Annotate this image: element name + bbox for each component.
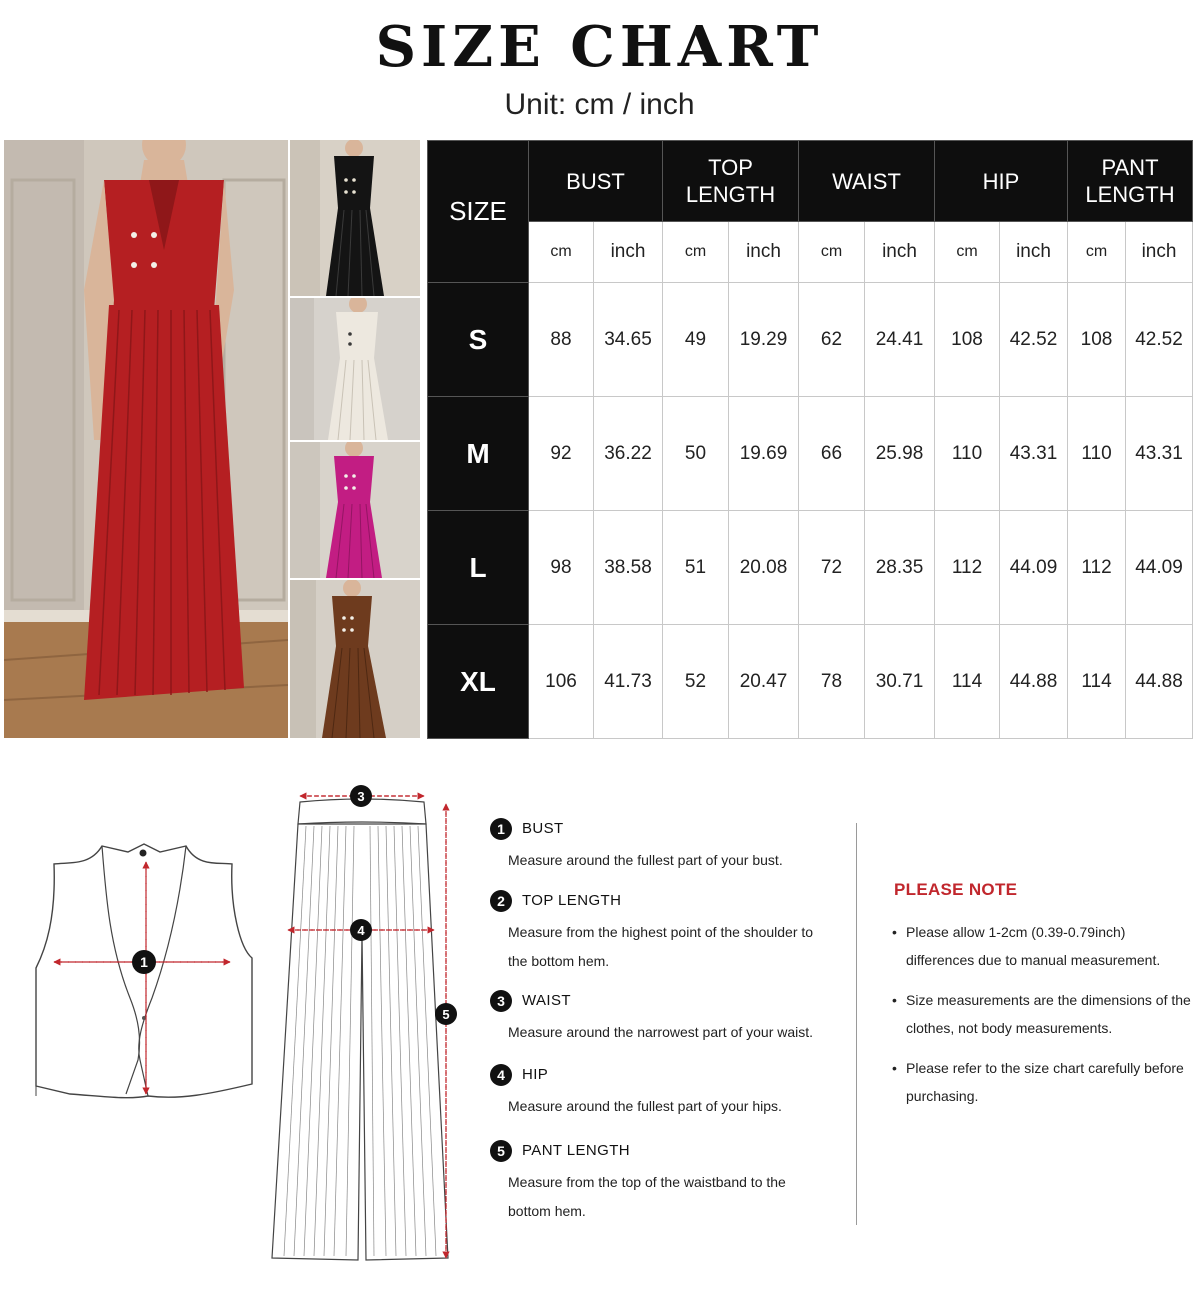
table-cell: 42.52 <box>1126 283 1193 397</box>
size-column-header: SIZE <box>428 141 529 283</box>
thumbnail-black[interactable] <box>290 140 420 296</box>
table-cell: 44.09 <box>1000 511 1068 625</box>
table-cell: 42.52 <box>1000 283 1068 397</box>
bullet: • <box>892 1060 897 1076</box>
number-badge: 1 <box>490 818 512 840</box>
unit-subtitle: Unit: cm / inch <box>504 88 695 121</box>
table-cell: 44.88 <box>1126 625 1193 739</box>
table-cell: 28.35 <box>865 511 935 625</box>
table-cell: 110 <box>1068 397 1126 511</box>
table-cell: 110 <box>935 397 1000 511</box>
table-row <box>428 511 1193 625</box>
note-item <box>892 918 1197 974</box>
unit-inch: inch <box>729 222 799 283</box>
thumbnail-brown[interactable] <box>290 580 420 738</box>
unit-cm: cm <box>529 222 594 283</box>
table-cell: 72 <box>799 511 865 625</box>
note-text: Please refer to the size chart carefully before purchasing. <box>906 1060 1184 1104</box>
note-text: Please allow 1-2cm (0.39-0.79inch) differences due to manual measurement. <box>906 924 1161 968</box>
number-badge: 5 <box>490 1140 512 1162</box>
top-length-header: TOP LENGTH <box>663 141 799 222</box>
section-divider <box>856 823 857 1225</box>
unit-inch: inch <box>865 222 935 283</box>
note-item <box>892 1054 1197 1110</box>
please-note-title: PLEASE NOTE <box>894 880 1018 899</box>
legend-name: HIP <box>522 1066 549 1083</box>
note-item <box>892 986 1197 1042</box>
unit-inch: inch <box>1126 222 1193 283</box>
marker-4: 4 <box>357 923 365 938</box>
size-label: XL <box>428 625 529 739</box>
table-cell: 49 <box>663 283 729 397</box>
legend-desc: Measure from the top of the waistband to the bottom hem. <box>508 1174 786 1219</box>
table-cell: 34.65 <box>594 283 663 397</box>
marker-1: 1 <box>140 954 148 970</box>
table-cell: 66 <box>799 397 865 511</box>
table-cell: 92 <box>529 397 594 511</box>
table-cell: 38.58 <box>594 511 663 625</box>
marker-3: 3 <box>357 789 365 804</box>
legend-name: PANT LENGTH <box>522 1142 631 1159</box>
table-cell: 41.73 <box>594 625 663 739</box>
table-cell: 114 <box>1068 625 1126 739</box>
table-cell: 52 <box>663 625 729 739</box>
table-cell: 30.71 <box>865 625 935 739</box>
table-row <box>428 397 1193 511</box>
waist-header: WAIST <box>799 141 935 222</box>
marker-5: 5 <box>442 1007 450 1022</box>
table-cell: 88 <box>529 283 594 397</box>
unit-cm: cm <box>663 222 729 283</box>
table-cell: 25.98 <box>865 397 935 511</box>
table-cell: 24.41 <box>865 283 935 397</box>
legend-name: BUST <box>522 820 564 837</box>
legend-name: WAIST <box>522 992 571 1009</box>
size-label: L <box>428 511 529 625</box>
main-product-photo <box>4 140 288 738</box>
table-cell: 43.31 <box>1126 397 1193 511</box>
page-title: SIZE CHART <box>375 14 824 80</box>
table-cell: 78 <box>799 625 865 739</box>
table-cell: 19.69 <box>729 397 799 511</box>
table-cell: 44.88 <box>1000 625 1068 739</box>
size-table <box>427 140 1193 739</box>
unit-inch: inch <box>1000 222 1068 283</box>
table-cell: 98 <box>529 511 594 625</box>
table-cell: 51 <box>663 511 729 625</box>
vest-diagram <box>30 838 260 1108</box>
number-badge: 4 <box>490 1064 512 1086</box>
table-cell: 44.09 <box>1126 511 1193 625</box>
bullet: • <box>892 992 897 1008</box>
size-label: M <box>428 397 529 511</box>
unit-inch: inch <box>594 222 663 283</box>
table-row <box>428 283 1193 397</box>
number-badge: 2 <box>490 890 512 912</box>
table-cell: 112 <box>1068 511 1126 625</box>
thumbnail-white[interactable] <box>290 298 420 440</box>
table-cell: 36.22 <box>594 397 663 511</box>
thumbnail-magenta[interactable] <box>290 442 420 578</box>
legend-desc: Measure around the fullest part of your hips. <box>508 1098 782 1114</box>
unit-cm: cm <box>1068 222 1126 283</box>
table-cell: 114 <box>935 625 1000 739</box>
table-cell: 19.29 <box>729 283 799 397</box>
note-text: Size measurements are the dimensions of the clothes, not body measurements. <box>906 992 1191 1036</box>
bullet: • <box>892 924 897 940</box>
table-cell: 108 <box>1068 283 1126 397</box>
unit-cm: cm <box>935 222 1000 283</box>
table-cell: 112 <box>935 511 1000 625</box>
legend-desc: Measure from the highest point of the shoulder to the bottom hem. <box>508 924 814 969</box>
pant-length-header: PANT LENGTH <box>1068 141 1193 222</box>
legend-name: TOP LENGTH <box>522 892 622 909</box>
table-cell: 43.31 <box>1000 397 1068 511</box>
table-cell: 106 <box>529 625 594 739</box>
bust-header: BUST <box>529 141 663 222</box>
legend-desc: Measure around the fullest part of your bust. <box>508 852 783 868</box>
table-row <box>428 625 1193 739</box>
table-cell: 50 <box>663 397 729 511</box>
table-cell: 20.47 <box>729 625 799 739</box>
number-badge: 3 <box>490 990 512 1012</box>
hip-header: HIP <box>935 141 1068 222</box>
pants-diagram <box>262 784 467 1270</box>
legend-desc: Measure around the narrowest part of your waist. <box>508 1024 814 1040</box>
size-label: S <box>428 283 529 397</box>
table-cell: 20.08 <box>729 511 799 625</box>
table-cell: 108 <box>935 283 1000 397</box>
table-cell: 62 <box>799 283 865 397</box>
unit-cm: cm <box>799 222 865 283</box>
